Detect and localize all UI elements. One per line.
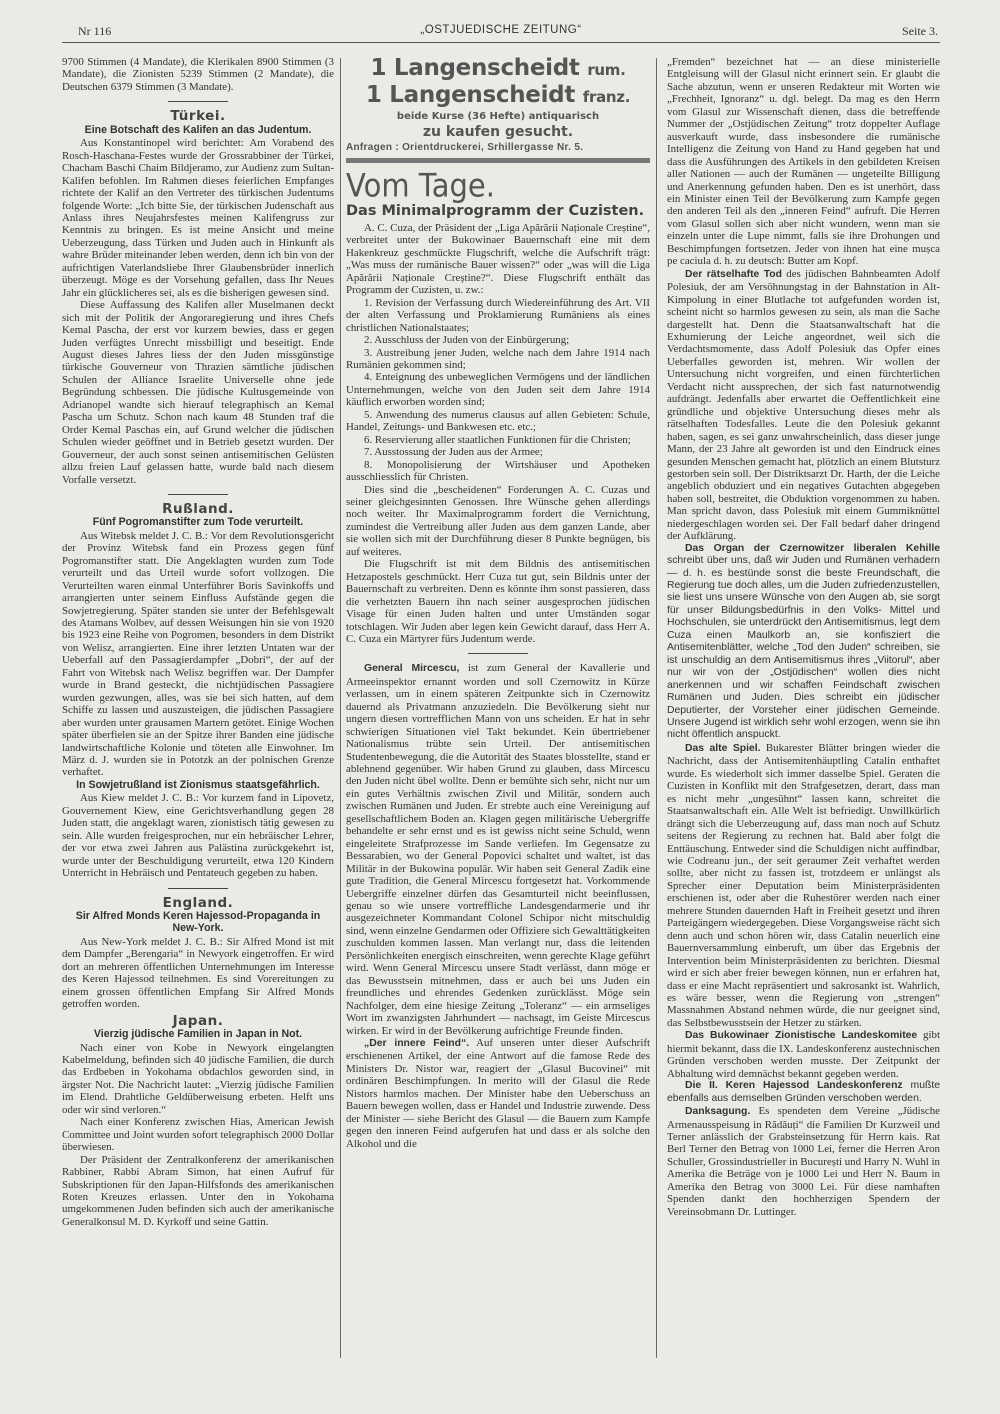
paragraph-lead: Das alte Spiel. bbox=[685, 742, 761, 754]
paragraph bbox=[346, 371, 650, 408]
paragraph-text: 2. Ausschluss der Juden von der Einbürgerung; bbox=[364, 334, 570, 347]
article-headline: In Sowjetrußland ist Zionismus staatsgefährlich. bbox=[76, 778, 320, 791]
advertisement bbox=[346, 56, 650, 163]
paragraph-lead: Danksagung. bbox=[685, 1106, 751, 1118]
paragraph-text: mußte ebenfalls aus demselben Gründen verschoben werden. bbox=[667, 1080, 940, 1104]
section-heading: Japan. bbox=[172, 1012, 224, 1029]
paragraph-text: Dies sind die „bescheidenen“ Forderungen A. C. Cuzas und seiner gleichgesinnten Genossen. Ihre Wünsche gehen allerdings noch weiter. Ihr Maximalprogramm fordert die Vernichtung, zumindest die Vertreibung aller Juden aus dem ganzen Lande, aber sie wollen sich mit der Durchführung dieser 8 Punkte begnügen, bis auf weiteres. bbox=[346, 483, 650, 558]
paragraph-lead: Das Bukowinaer Zionistische Landeskomitee bbox=[685, 1030, 918, 1042]
paragraph-lead: „Der innere Feind“. bbox=[364, 1038, 470, 1049]
ad-line bbox=[346, 56, 650, 83]
section-heading: Türkei. bbox=[170, 108, 226, 125]
separator-rule bbox=[168, 494, 228, 495]
ad-text: 1 Langenscheidt bbox=[365, 82, 576, 108]
paragraph-text: 1. Revision der Verfassung durch Wiedereinführung des Art. VII der alten Verfassung und Proklamierung Rumäniens als eines christlichen Nationalstaates; bbox=[346, 296, 650, 334]
paragraph bbox=[346, 459, 650, 484]
paragraph-text: Nach einer Konferenz zwischen Hias, American Jewish Committee und Joint wurden sofort telegraphisch 2000 Dollar überwiesen. bbox=[62, 1116, 334, 1154]
paragraph-lead: Das Organ der Czernowitzer liberalen Kehille bbox=[685, 542, 940, 554]
paragraph bbox=[62, 1042, 334, 1117]
paragraph bbox=[346, 434, 650, 446]
paragraph bbox=[62, 936, 334, 1011]
paragraph bbox=[62, 1116, 334, 1153]
paragraph-text: 3. Austreibung jener Juden, welche nach dem Jahre 1914 nach Rumänien gekommen sind; bbox=[346, 346, 650, 371]
article-headline: Vierzig jüdische Familien in Japan in Not. bbox=[93, 1028, 303, 1041]
paragraph-lead: Der rätselhafte Tod bbox=[685, 268, 782, 280]
paragraph bbox=[62, 792, 334, 879]
paragraph-text: A. C. Cuza, der Präsident der „Liga Apărării Naționale Creștine“, verbreitet unter der Bukowinaer Bauernschaft eine mit dem Hakenkreuz geschmückte Flugschrift, welche die Aufschrift trägt: „Was muss der rumänische Bauer wissen?“ oder „was will die Liga Apărării Naționale Creștine?“. Diese Flugschrift enthält das Programm der Cuzisten, u. zw.: bbox=[346, 222, 650, 297]
paragraph bbox=[346, 409, 650, 434]
paragraph-text: Es spendeten dem Vereine „Jüdische Armenausspeisung in Rădăuți“ die Familien Dr Kurzweil und Terner anlässlich der Grabsteinsetzung für Herrn kais. Rat Berl Terner den Betrag von 1000 Lei, ferner die Herren Aron Schuller, Grossindustrieller in București und Harry N. Wuhl in Amerika die Beträge von je 1000 Lei und Herr N. Baum in Amerika den Betrag von 3000 Lei. Für diese namhaften Spenden dankt den hochherzigen Spendern der Vereinsobmann Dr. Luttinger. bbox=[667, 1105, 940, 1218]
paragraph-text: Auf unseren unter dieser Aufschrift erschienenen Artikel, der eine Antwort auf die famose Rede des Ministers Dr. Nistor war, reagiert der „Glasul Bucovinei“ mit ordinären Beschimpfungen. In merito will der Glasul die Rede Nistors harmlos machen. Der Minister habe den Ueberschuss an Bauern bewegen wollen, dass er Handel und Industrie zuwende. Dess der Minister — siehe Bericht des Glasul — die Bauern zum Kampfe gegen den inneren Feind aufgerufen hat und dass er als solche den Alkohol und die bbox=[346, 1037, 650, 1150]
article-headline: Das Minimalprogramm der Cuzisten. bbox=[346, 203, 645, 219]
separator-rule bbox=[168, 101, 228, 102]
paragraph bbox=[667, 543, 940, 742]
paragraph bbox=[62, 56, 334, 93]
paragraph bbox=[667, 1080, 940, 1105]
paragraph-text: Die Flugschrift ist mit dem Bildnis des antisemitischen Hetzapostels geschmückt. Herr Cuza tut gut, sein Bildnis unter der Bauernschaft zu verbreiten. Denn es könnte ihm sonst passieren, dass die verhetzten Bauern ihn nach seiner ausgesprochen jüdischen Visage für einen Juden halten und unter Umständen sogar totschlagen. Wir Juden aber legen kein Gewicht darauf, dass Herr A. C. Cuza ein Märtyrer fürs Judentum werde. bbox=[346, 558, 650, 645]
ad-text: franz. bbox=[582, 88, 631, 106]
paragraph-text: „Fremden“ bezeichnet hat — an diese ministerielle Entgleisung will der Glasul nicht erinnert sein. Er glaubt die Sache abzutun, wenn er unseren Redakteur mit Worten wie „Frechheit, Ignoranz“ u. dgl. belegt. Da mag es den Herrn vom Glasul zur Wissenschaft dienen, dass die betreffende Nummer der „Ostjüdischen Zeitung“ trotz doppelter Auflage ausverkauft wurde, dass insbesondere die rumänische Intelligenz die Zeitung von Hand zu Hand gegeben hat und dass die Ausführungen des Artikels in den gebildeten Kreisen aller Nationen — auch der Rumänen — ungeteilte Billigung und Anerkennung gefunden haben. Den es ist unerhört, dass ein Minister einen Teil der Bevölkerung zum Kampfe gegen den anderen Teil als den „inneren Feind“ aufruft. Die Herren vom Glasul sollen sich aber nicht wundern, wenn man sie einzeln unter die Lupe nimmt, falls sie ihre Drohungen und Beschimpfungen fortsetzen. Jeder von ihnen hat eine mușca pe caciula d. h. zu deutsch: Butter am Kopf. bbox=[667, 56, 940, 268]
rubric-title: Vom Tage. bbox=[346, 167, 495, 205]
section-heading: England. bbox=[162, 894, 234, 911]
ad-line bbox=[346, 83, 650, 110]
column-middle bbox=[346, 56, 650, 1150]
column-divider bbox=[656, 58, 657, 1358]
paragraph bbox=[346, 297, 650, 334]
paragraph bbox=[346, 347, 650, 372]
paragraph bbox=[62, 530, 334, 779]
paragraph-text: 4. Enteignung des unbeweglichen Vermögens und der ländlichen Unternehmungen, welche von den Juden seit dem Jahre 1914 käuflich erworben worden sind; bbox=[346, 371, 650, 409]
paragraph bbox=[346, 1037, 650, 1150]
article-headline: Fünf Pogromanstifter zum Tode verurteilt. bbox=[92, 516, 304, 529]
paragraph-text: 7. Ausstossung der Juden aus der Armee; bbox=[364, 446, 543, 459]
separator-rule bbox=[468, 653, 528, 654]
paragraph-text: 6. Reservierung aller staatlichen Funktionen für die Christen; bbox=[364, 433, 631, 446]
paragraph bbox=[346, 446, 650, 458]
paragraph bbox=[346, 222, 650, 297]
column-right bbox=[667, 56, 940, 1218]
paragraph-text: Bukarester Blätter bringen wieder die Nachricht, dass der Antisemitenhäuptling Catalin enthaftet wurde. Es wiederholt sich immer dasselbe Spiel. Geraten die Cuzisten in Konflikt mit den Strafgesetzen, derart, dass man es nicht mehr „ungesühnt“ lassen kann, schreitet die Staatsanwaltschaft ein. Alle Welt ist befriedigt. Unwillkürlich drängt sich die Ueberzeugung auf, dass man noch auf Schutz seitens der Regierung zu rechnen hat. Bald aber folgt die Enttäuschung. Entweder sind die Schuldigen nicht auffindbar, wie Codreanu jun., der seit geraumer Zeit verhaftet werden sollte, aber nicht zu fassen ist, trotzdeem er unlängst als Sprecher einer Deputation beim Ministerpräsidenten erschienen ist, oder aber die Ruhestörer werden nach einer mehrere Stunden dauernden Haft in Freiheit gesetzt und ihren Parteigängern wiedergegeben. Diese Vorgangsweise rächt sich denn auch und schon hören wir, dass Catalin neuerlich eine Bauernversammlung einberuft, um über das Ergebnis der Intervention beim Ministerpräsidenten zu berichten. Diesmal wird er sich aber freier bewegen können, nun er erfahren hat, dass er eine Macht repräsentiert und sakrosankt ist. Wahrlich, es wäre besser, wenn die Regierung von „strengen“ Massnahmen Abstand nehmen würde, die nur geeignet sind, das Selbstbewusstsein der Hetzer zu stärken. bbox=[667, 741, 940, 1029]
paragraph bbox=[667, 1105, 940, 1218]
paragraph bbox=[346, 662, 650, 1037]
ad-text: rum. bbox=[587, 61, 626, 79]
paragraph bbox=[667, 1029, 940, 1080]
page-header bbox=[62, 22, 940, 43]
paragraph bbox=[62, 1154, 334, 1229]
paragraph-lead: Die II. Keren Hajessod Landeskonferenz bbox=[685, 1080, 903, 1092]
paragraph bbox=[667, 268, 940, 543]
ad-text: 1 Langenscheidt bbox=[370, 55, 580, 81]
paragraph-text: 8. Monopolisierung der Wirtshäuser und Apotheken ausschliesslich für Christen. bbox=[346, 458, 650, 484]
ad-contact: Anfragen : Orientdruckerei, Srhillergasse Nr. 5. bbox=[346, 142, 584, 153]
paragraph bbox=[62, 137, 334, 299]
paragraph-text: 5. Anwendung des numerus clausus auf allen Gebieten: Schule, Handel, Zeitungs- und Bankwesen etc. etc.; bbox=[346, 408, 650, 434]
paragraph-text: des jüdischen Bahnbeamten Adolf Polesiuk, der am Versöhnungstag in der Bahnstation in Alt-Kimpolung in einer Blutlache tot aufgefunden worden ist, scheint nicht so harmlos gewesen zu sein, als man die Sache dargestellt hat. Denn die Staatsanwaltschaft hat die Exhumierung der Leiche angeordnet, weil sich die Verdachtsmomente, dass Adolf Polesiuk das Opfer eines Ueberfalles geworden ist, mehren. Wir wollen der Untersuchung nicht vorgreifen, und einen fürchterlichen Verdacht nicht aussprechen, der sich fast naturnotwendig aufdrängt. Jedenfalls aber erwartet die Oeffentlichkeit eine gründliche und objektive Untersuchung dieses mehr als rätselhaften Todesfalles. Leute die den Polesiuk gekannt haben, sagen, es sei ganz unwahrscheinlich, dass dieser junge Mann, der 23 Jahre alt geworden ist und den Eindruck eines gesunden Menschen gemacht hat, plötzlich an einem Blutsturz gestorben sein soll. Der Distriktsarzt Dr. Harth, der die Leiche angeblich obduziert und ein negatives Gutachten abgegeben haben soll, bestreitet, die Obduktion vorgenommen zu haben. Man spricht davon, dass Polesiuk mit einem Gummiknüttel niedergeschlagen worden sei. Der Fall bedarf daher dringend der Aufklärung. bbox=[667, 267, 940, 543]
paragraph-lead: General Mircescu, bbox=[364, 663, 460, 675]
paragraph bbox=[346, 334, 650, 346]
paragraph-text: schreibt über uns, daß wir Juden und Rumänen verhadern — d. h. es bestünde sonst die beste Freundschaft, die Regierung tue doch alles, um die Juden zufriedenzustellen, sie liest uns unsere Wünsche von den Augen ab, sie sorgt für unser Bildungsbedürfnis in den Volks- Mittel und Hochschulen, sie unterdrückt den Antisemitismus, legt dem Cuza einen Maulkorb an, sie konfisziert die Antisemitenblätter, welche „Tod den Juden“ schreiben, sie ist unschuldig an dem Antisemitismus ihres „Viitorul“, aber nur wir von der „Ostjüdischen“ wollen dies nicht anerkennen und wir schaffen Feindschaft zwischen Rumänen und Juden. Dies schreibt ein jüdischer Deputierter, der Vorsteher einer jüdischen Gemeinde. Unsere Jugend ist wirklich sehr wohl erzogen, wenn sie ihn nicht öffentlich anspuckt. bbox=[667, 555, 940, 741]
paragraph-text: Aus Konstantinopel wird berichtet: Am Vorabend des Rosch-Haschana-Festes wurde der Grossrabbiner der Türkei, Chacham Baschi Chaim Bildjeramo, zur Audienz zum Sultan-Kalifen befohlen. Im Rahmen dieses feierlichen Empfanges richtete der Kalif an den Vertreter des türkischen Judentums folgende Worte: „Ich bitte Sie, der türkischen Judenschaft aus Anlass ihres Neujahrsfestes meinen Kalifengruss zur Kenntnis zu bringen. Es ist meine Ansicht und meine Ueberzeugung, dass Türken und Juden auch in Hinkunft als wahre Brüder miteinander leben werden, denn ich bin von der aufrichtigen Vaterlandsliebe Ihrer Glaubensbrüder innerlich überzeugt. Möge es der Vorsehung gefallen, dass Ihr Neues Jahr ein glücklicheres sei, als es die bisherigen gewesen sind. bbox=[62, 137, 334, 299]
article-headline: Eine Botschaft des Kalifen an das Judentum. bbox=[84, 123, 312, 136]
paragraph-text: ist zum General der Kavallerie und Armeeinspektor ernannt worden und soll Czernowitz in Kürze verlassen, um in einem späteren Zeitpunkte sich in Czernowitz dauernd als Privatmann anzuziedeln. Die Bevölkerung sieht nur ungern diesen vortrefflichen Mann von uns scheiden. Er hat in sehr schwierigen Situationen viel Takt bekundet. Kein übertriebener Nationalismus trübte sein Urteil. Der antisemitischen Studentenbewegung, die die Autorität des Staates blosstellte, stand er ablehnend gegenüber. Wir haben Grund zu glauben, dass Mircescu den Juden nicht übel wollte. Denn er bemühte sich sehr, nicht nur um ein gutes Verhältnis zwischen Zivil und Militär, sondern auch zwischen Rumänen und Juden. Er strebte auch eine Vereinigung auf gesellschaftlichem Boden an. Klagen gegen militärische Uebergriffe behandelte er sehr ernst und es ist gewiss nicht seine Schuld, wenn eingeleitete Strafprozesse im Sande verliefen. Im Gegensatze zu Bessarabien, wo der General Popovici schaltet und waltet, ist das Militär in der Bukowina populär. Wir haben seit General Zadik eine gute Tradition, die General Mircescu fortgesetzt hat. Vorkommende Uebergriffe einzelner dürfen das Gesamturteil nicht beeinflussen, genau so wie unsere vortreffliche Landesgendarmerie und ihr ausgezeichneter Kommandant Colonel Schipor nicht mitschuldig sind, wenn einzelne Gendarmen oder Offiziere sich Gewalttätigkeiten zuschulden kommen lassen. Man verlangt nur, dass die leitenden Persönlichkeiten energisch einschreiten, wenn gerechte Klage geführt wird. Wenn General Mircescu unsere Stadt verlässt, dann möge er das Bewusstsein mitnehmen, dass er auch bei uns Juden ein freundliches und ehrendes Gedenken zurücklässt. Möge sein Nachfolger, dem eine hiesige Zeitung „Toleranz“ — ein armseliges Wort im zwanzigsten Jahrhundert — nachsagt, im Geiste Mircescus wirken. Er wird in der Bevölkerung aufrichtige Freunde finden. bbox=[346, 662, 651, 1037]
ad-text: zu kaufen gesucht. bbox=[422, 124, 574, 140]
paragraph bbox=[62, 299, 334, 486]
paragraph-text: Aus New-York meldet J. C. B.: Sir Alfred Mond ist mit dem Dampfer „Berengaria“ in Newyork eingetroffen. Er wird dort an mehreren öffentlichen Unternehmungen im Interesse des Keren Hajessod teilnehmen. Es sind Vorereitungen zu einem grossen öffentlichen Empfang Sir Alfred Monds getroffen worden. bbox=[62, 935, 334, 1011]
newspaper-title: „OSTJUEDISCHE ZEITUNG“ bbox=[420, 24, 582, 36]
separator-rule bbox=[168, 888, 228, 889]
paragraph-text: Aus Witebsk meldet J. C. B.: Vor dem Revolutionsgericht der Provinz Witebsk fand ein Prozess gegen fünf Pogromanstifter statt. Die Angeklagten wurden zum Tode verurteilt und das Urteil wurde sofort vollzogen. Die Verurteilten waren einmal Unterführer Boris Savinkoffs und arrangierten unter seinem Einfluss Aufstände gegen die Sowjetregierung. Später standen sie unter der Befehlsgewalt des Atamans Wolbev, auf dessen Weisungen hin sie von 1920 bis 1923 eine Reihe von Pogromen, besonders in dem Distrikt von Welisz, arrangierten. Eine ihrer letzten Untaten war der Ueberfall auf den Passagierdampfer „Dobri“, der auf der Fahrt von Witebsk nach Welisz begriffen war. Der Dampfer wurde in Brand gesteckt, die nichtjüdischen Passagiere wurden gezwungen, alles, was sie bei sich hatten, auf dem Schiffe zu lassen und auszusteigen, die jüdischen Passagiere aber wurden unter grausamen Martern getötet. Einige Wochen später überfielen sie an der Spitze ihrer Banden eine jüdische landwirtschaftliche Kolonie und töteten alle Einwohner. Im März d. J. wurden sie in Pototzk an der polnischen Grenze verhaftet. bbox=[62, 529, 334, 779]
section-heading: Rußland. bbox=[162, 500, 234, 517]
paragraph-text: Der Präsident der Zentralkonferenz der amerikanischen Rabbiner, Rabbi Abram Simon, hat einen Aufruf für Subskriptionen für den Japan-Hilfsfonds des amerikanischen Roten Kreuzes erlassen. Unter den in Yokohama umgekommenen Juden befinden sich auch der amerikanische Generalkonsul M. D. Kyrkoff und seine Gattin. bbox=[62, 1153, 334, 1228]
paragraph-text: 9700 Stimmen (4 Mandate), die Klerikalen 8900 Stimmen (3 Mandate), die Zionisten 5239 Stimmen (2 Mandate), die Deutschen 6379 Stimmen (3 Mandate). bbox=[62, 56, 334, 93]
column-left bbox=[62, 56, 334, 1228]
paragraph-text: Nach einer von Kobe in Newyork eingelangten Kabelmeldung, befinden sich 40 jüdische Familien, die durch das Erdbeben in Yokohama obdachlos geworden sind, in ärgster Not. Die Nachricht lautet: „Vierzig jüdische Familien im Elend. Drahtliche Geldüberweisung erbeten. Helft uns oder wir sind verloren.“ bbox=[62, 1041, 334, 1116]
page-number: Seite 3. bbox=[902, 24, 938, 38]
paragraph bbox=[346, 484, 650, 559]
paragraph-text: gibt hiermit bekannt, dass die IX. Landeskonferenz austechnischen Gründen verschoben werden musste. Der Zeitpunkt der Abhaltung wird demnächst bekannt gegeben werden. bbox=[667, 1029, 940, 1080]
paragraph-text: Diese Auffassung des Kalifen aller Muselmanen deckt sich mit der Politik der Angoraregierung und ihres Chefs Kemal Pascha, der erst vor kurzem bewies, dass er gegen Juden verfügtes Unrecht missbilligt und beseitigt. Ende August dieses Jahres liess der den Juden missgünstige türkische Gouverneur von Thrazien sämtliche jüdischen Schulen der Alliance Israelite Universelle ohne jede Begründung schbessen. Die jüdische Kultusgemeinde von Adrianopel wandte sich hierauf telegraphisch an Kemal Pascha um Schutz. Schon nach kaum 48 Stunden traf die Order Kemal Paschas ein, auf Grund welcher die jüdischen Schulen wieder geöffnet und in Betrieb gesetzt wurden. Der Gouverneur, der auch sonst seinen antisemitischen Gelüsten allzu freien Lauf gelassen hatte, wurde bald nach diesem Vorfalle versetzt. bbox=[62, 299, 334, 486]
paragraph-text: Aus Kiew meldet J. C. B.: Vor kurzem fand in Lipovetz, Gouvernement Kiew, eine Gerichtsverhandlung gegen 28 Juden statt, die angeklagt waren, zionistisch tätig gewesen zu sein. Alle wurden freigesprochen, nur ein hebräischer Lehrer, der vor etwa zwei Jahren aus Palästina zurückgekehrt ist, wurde unter der Beschuldigung verurteilt, etwa 120 Kindern Unterricht in Hebräisch und Pentateuch gegeben zu haben. bbox=[62, 792, 334, 880]
paragraph bbox=[667, 56, 940, 268]
article-headline: Sir Alfred Monds Keren Hajessod-Propaganda in New-York. bbox=[75, 910, 321, 935]
issue-number: Nr 116 bbox=[78, 24, 112, 38]
column-divider bbox=[340, 58, 341, 1358]
ad-text: beide Kurse (36 Hefte) antiquarisch bbox=[396, 111, 600, 122]
paragraph bbox=[667, 742, 940, 1029]
paragraph bbox=[346, 558, 650, 645]
